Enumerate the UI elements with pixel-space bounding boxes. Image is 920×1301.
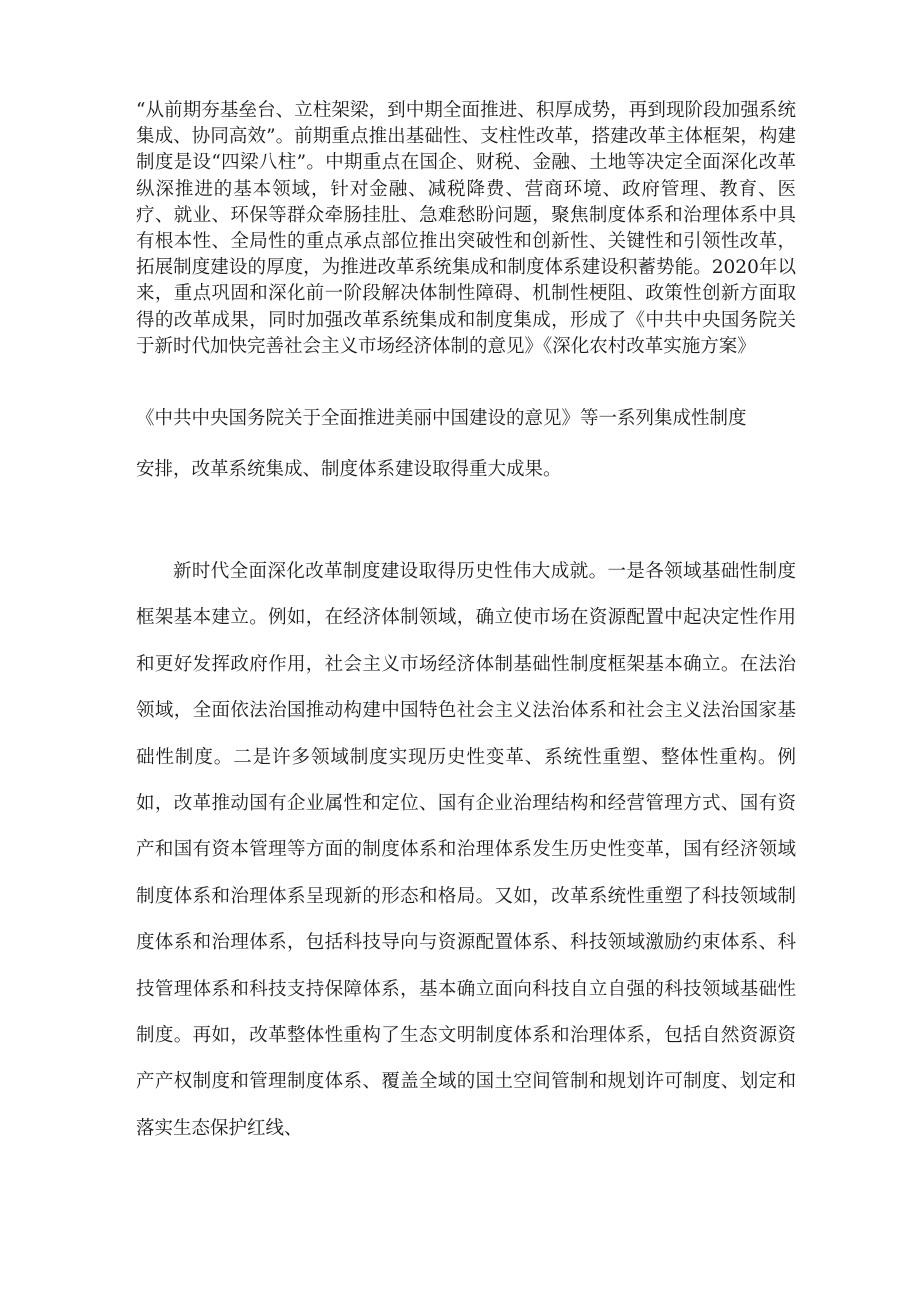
- paragraph-continuation-line-1: 《中共中央国务院关于全面推进美丽中国建设的意见》等一系列集成性制度: [136, 408, 747, 429]
- paragraph-historic-achievements: 新时代全面深化改革制度建设取得历史性伟大成就。一是各领域基础性制度框架基本建立。例如，在经济体制领域，确立使市场在资源配置中起决定性作用和更好发挥政府作用，社会主义市场经济体制基础性制度框架基本确立。在法治领域，全面依法治国推动构建中国特色社会主义法治体系和社会主义法治国家基础性制度。二是许多领域制度实现历史性变革、系统性重塑、整体性重构。例如，改革推动国有企业属性和定位、国有企业治理结构和经营管理方式、国有资产和国有资本管理等方面的制度体系和治理体系发生历史性变革，国有经济领域制度体系和治理体系呈现新的形态和格局。又如，改革系统性重塑了科技领域制度体系和治理体系，包括科技导向与资源配置体系、科技领域激励约束体系、科技管理体系和科技支持保障体系，基本确立面向科技自立自强的科技领域基础性制度。再如，改革整体性重构了生态文明制度体系和治理体系，包括自然资源资产产权制度和管理制度体系、覆盖全域的国土空间管制和规划许可制度、划定和落实生态保护红线、: [136, 561, 796, 1139]
- paragraph-continuation-line-2: 安排，改革系统集成、制度体系建设取得重大成果。: [136, 459, 562, 480]
- paragraph-reform-stages: “从前期夯基垒台、立柱架梁，到中期全面推进、积厚成势，再到现阶段加强系统集成、协同高效”。前期重点推出基础性、支柱性改革，搭建改革主体框架，构建制度是设“四梁八柱”。中期重点在国企、财税、金融、土地等决定全面深化改革纵深推进的基本领域，针对金融、减税降费、营商环境、政府管理、教育、医疗、就业、环保等群众牵肠挂肚、急难愁盼问题，聚焦制度体系和治理体系中具有根本性、全局性的重点承点部位推出突破性和创新性、关键性和引领性改革，拓展制度建设的厚度，为推进改革系统集成和制度体系建设积蓄势能。2020年以来，重点巩固和深化前一阶段解决体制性障碍、机制性梗阻、政策性创新方面取得的改革成果，同时加强改革系统集成和制度集成，形成了《中共中央国务院关于新时代加快完善社会主义市场经济体制的意见》《深化农村改革实施方案》: [136, 100, 796, 357]
